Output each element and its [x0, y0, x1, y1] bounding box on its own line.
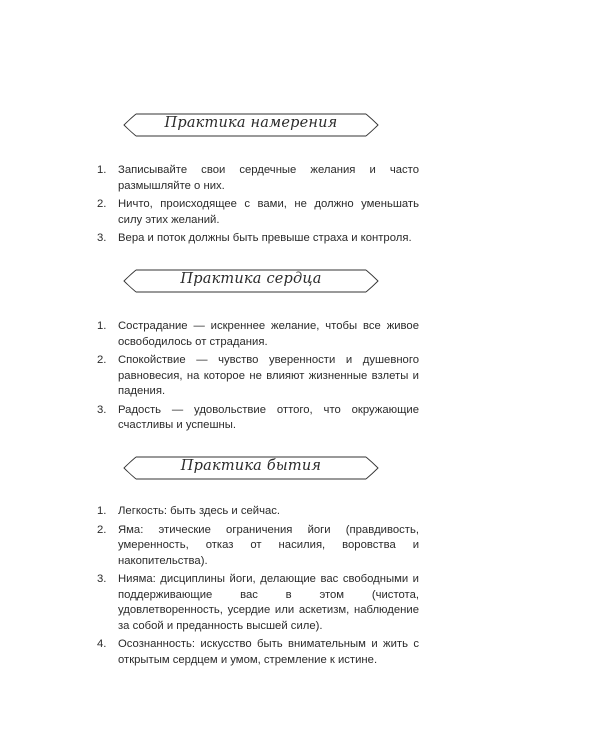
item-number: 2. — [97, 198, 107, 210]
item-text: Ничто, происходящее с вами, не должно уменьшать силу этих желаний. — [118, 198, 419, 226]
item-number: 1. — [97, 164, 107, 176]
item-number: 2. — [97, 523, 107, 536]
list-item — [97, 572, 419, 634]
list-item — [97, 197, 419, 228]
section-title: Практика бытия — [180, 458, 322, 474]
item-number: 2. — [97, 354, 107, 366]
section-title-banner — [122, 110, 380, 140]
section-title: Практика сердца — [180, 271, 322, 287]
section-title-banner — [122, 453, 380, 483]
item-number: 1. — [97, 320, 107, 332]
item-text: Вера и поток должны быть превыше страха и контроля. — [118, 232, 412, 244]
list-item — [97, 163, 419, 194]
item-text: Спокойствие — чувство уверенности и душевного равновесия, на которое не влияют жизненные взлеты и падения. — [118, 354, 419, 397]
item-number: 3. — [97, 232, 107, 244]
item-text: Записывайте свои сердечные желания и часто размышляйте о них. — [118, 164, 419, 192]
item-text: Радость — удовольствие оттого, что окружающие счастливы и успешны. — [118, 403, 419, 431]
section-title-banner — [122, 266, 380, 296]
list-item — [97, 319, 419, 350]
item-number: 1. — [97, 505, 107, 517]
section-list — [97, 504, 419, 671]
item-number: 3. — [97, 403, 107, 416]
list-item — [97, 231, 419, 247]
list-item — [97, 403, 419, 434]
section-title: Практика намерения — [164, 115, 338, 131]
list-item — [97, 637, 419, 668]
section-list — [97, 319, 419, 437]
item-text: Легкость: быть здесь и сейчас. — [118, 505, 281, 517]
list-item — [97, 504, 419, 520]
item-text: Сострадание — искреннее желание, чтобы все живое освободилось от страдания. — [118, 320, 419, 348]
item-text: Нияма: дисциплины йоги, делающие вас свободными и поддерживающие вас в этом (чистота, удовлетворенность, усердие или аскетизм, наблюдение за собой и преданность высшей силе). — [118, 573, 419, 632]
item-number: 3. — [97, 573, 107, 585]
list-item — [97, 523, 419, 570]
item-text: Осознанность: искусство быть внимательным и жить с открытым сердцем и умом, стремление к истине. — [118, 638, 419, 666]
item-number: 4. — [97, 638, 107, 650]
list-item — [97, 353, 419, 400]
item-text: Яма: этические ограничения йоги (правдивость, умеренность, отказ от насилия, воровства и накопительства). — [118, 523, 419, 567]
section-list — [97, 163, 419, 250]
